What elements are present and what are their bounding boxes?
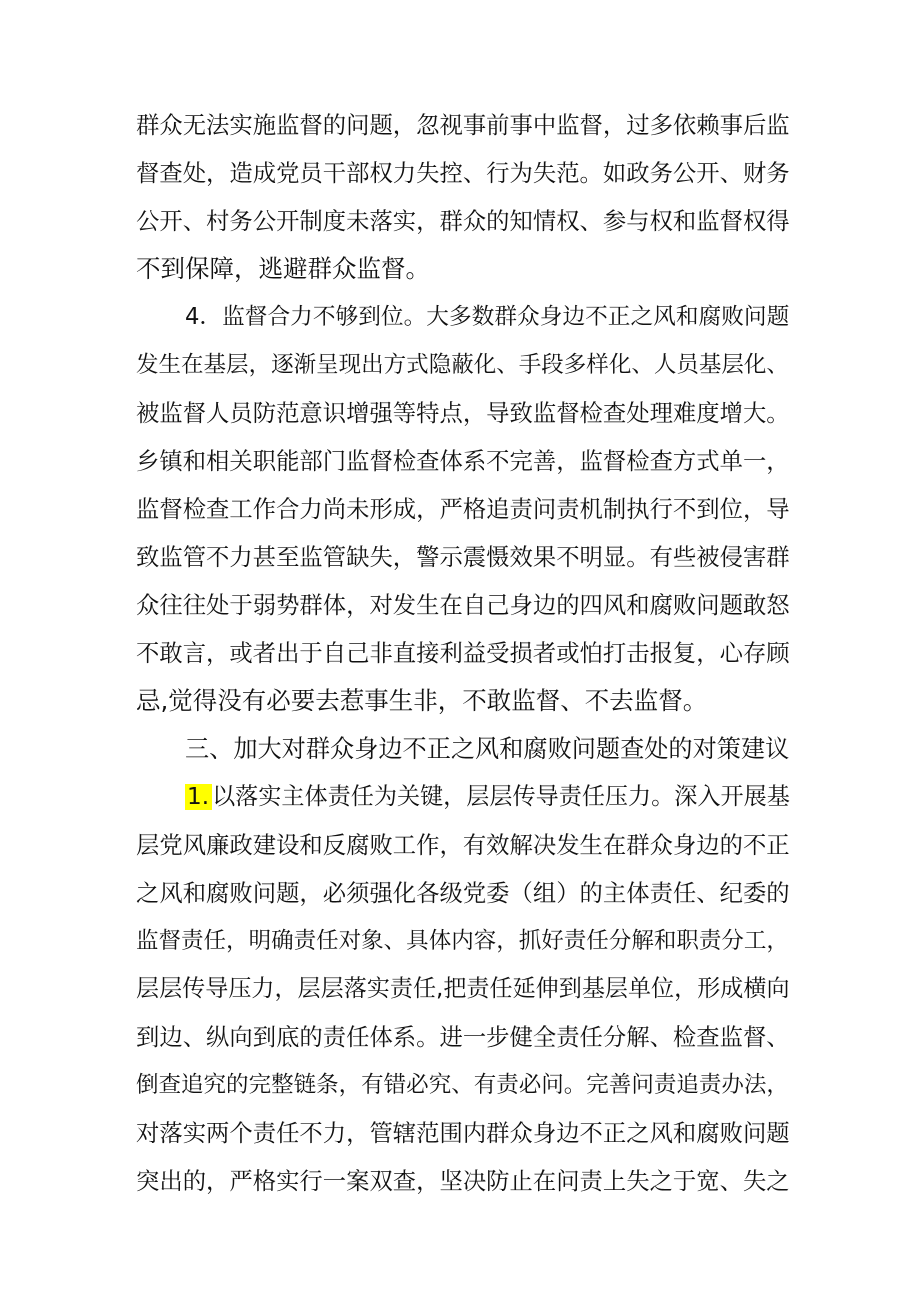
paragraph-1-line-1: 群众无法实施监督的问题，忽视事前事中监督，过多依赖事后监 (136, 111, 790, 139)
paragraph-3-line-9: 突出的，严格实行一案双查，坚决防止在问责上失之于宽、失之 (136, 1167, 790, 1195)
highlighted-list-marker: 1. (185, 784, 212, 810)
paragraph-2-line-3: 被监督人员防范意识增强等特点，导致监督检查处理难度增大。 (136, 399, 790, 427)
paragraph-2-line-8: 不敢言，或者出于自己非直接利益受损者或怕打击报复，心存顾 (136, 639, 790, 667)
paragraph-2-line-2: 发生在基层，逐渐呈现出方式隐蔽化、手段多样化、人员基层化、 (136, 352, 789, 378)
paragraph-2-line-5: 监督检查工作合力尚未形成，严格追责问责机制执行不到位，导 (136, 495, 790, 523)
paragraph-1-line-2: 督查处，造成党员干部权力失控、行为失范。如政务公开、财务 (136, 159, 790, 187)
paragraph-1-line-4: 不到保障，逃避群众监督。 (136, 254, 430, 283)
paragraph-3-line-8: 对落实两个责任不力，管辖范围内群众身边不正之风和腐败问题 (136, 1119, 790, 1147)
paragraph-2-line-1: 4．监督合力不够到位。大多数群众身边不正之风和腐败问题 (185, 304, 790, 330)
paragraph-2-line-6: 致监管不力甚至监管缺失，警示震慑效果不明显。有些被侵害群 (136, 543, 790, 571)
paragraph-3-line-6: 到边、纵向到底的责任体系。进一步健全责任分解、检查监督、 (136, 1023, 790, 1051)
paragraph-1-line-3: 公开、村务公开制度未落实，群众的知情权、参与权和监督权得 (136, 207, 790, 235)
paragraph-3-line-5: 层层传导压力，层层落实责任,把责任延伸到基层单位，形成横向 (136, 976, 790, 1002)
paragraph-2-line-9: 忌,觉得没有必要去惹事生非，不敢监督、不去监督。 (136, 686, 708, 715)
paragraph-3-line-7: 倒查追究的完整链条，有错必究、有责必问。完善问责追责办法， (136, 1072, 789, 1098)
paragraph-3-line-2: 层党风廉政建设和反腐败工作，有效解决发生在群众身边的不正 (136, 831, 790, 859)
paragraph-3-line-4: 监督责任，明确责任对象、具体内容，抓好责任分解和职责分工， (136, 928, 789, 954)
section-heading: 三、加大对群众身边不正之风和腐败问题查处的对策建议 (185, 735, 790, 763)
paragraph-3-line-1-text: 以落实主体责任为关键，层层传导责任压力。深入开展基 (212, 784, 790, 810)
paragraph-3-line-1 (185, 779, 790, 815)
paragraph-3-line-3: 之风和腐败问题，必须强化各级党委（组）的主体责任、纪委的 (136, 879, 790, 907)
paragraph-2-line-4: 乡镇和相关职能部门监督检查体系不完善，监督检查方式单一， (136, 447, 790, 475)
paragraph-2-line-7: 众往往处于弱势群体，对发生在自己身边的四风和腐败问题敢怒 (136, 591, 790, 619)
